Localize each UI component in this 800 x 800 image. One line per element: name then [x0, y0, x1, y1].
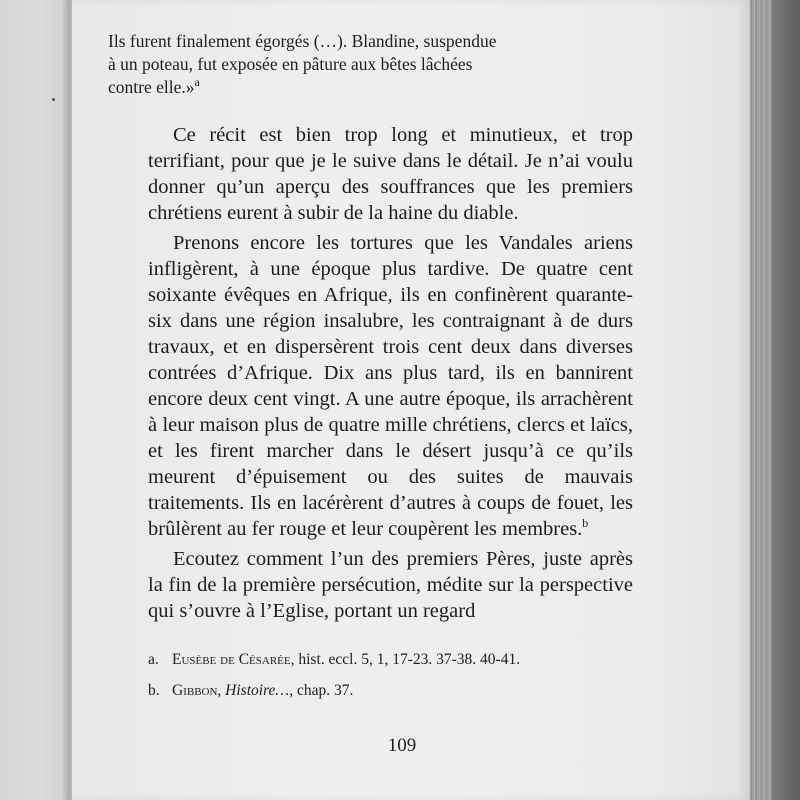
- footnote-b: [148, 681, 633, 701]
- footnote-author: Gibbon: [172, 682, 218, 699]
- page-number: 109: [387, 735, 417, 756]
- quote-line-text: contre elle.»: [108, 77, 195, 97]
- footnotes: [148, 650, 633, 712]
- paragraph: [148, 122, 633, 226]
- footnote-ref-a: a: [194, 75, 200, 90]
- quote-line: [108, 76, 638, 99]
- footnote-rest: , hist. eccl. 5, 1, 17-23. 37-38. 40-41.: [290, 651, 521, 668]
- quote-line: Ils furent finalement égorgés (…). Blandine, suspendue: [108, 31, 497, 51]
- footnote-mark: b.: [148, 682, 160, 699]
- body-text: [148, 122, 633, 624]
- spine-shadow: [62, 0, 72, 800]
- footnote-rest: , chap. 37.: [289, 682, 354, 699]
- paragraph-text: Ecoutez comment l’un des premiers Pères, juste après la fin de la première persécution, médite sur la perspective qui s’ouvre à l’Eglise, portant un regard: [148, 548, 633, 622]
- footnote-author: Eusèbe de Césarée: [172, 651, 291, 668]
- paragraph-text: Prenons encore les tortures que les Vandales ariens infligèrent, à une époque plus tardive. De quatre cent soixante évêques en Afrique, ils en confinèrent quarante-six dans une région insalubre, les contraignant à de durs travaux, et en dispersèrent trois cent deux dans diverses contrées d’Afrique. Dix ans plus tard, ils en bannirent encore deux cent vingt. A une autre époque, ils arrachèrent à leur maison plus de quatre mille chrétiens, clercs et laïcs, et les firent marcher dans le désert jusqu’à ce qu’ils meurent d’épuisement ou des suites de mauvais traitements. Ils en lacérèrent d’autres à coups de fouet, les brûlèrent au fer rouge et leur coupèrent les membres.: [148, 232, 633, 540]
- quote-line: à un poteau, fut exposée en pâture aux bêtes lâchées: [108, 54, 473, 74]
- paragraph: [148, 546, 633, 624]
- footnote-text: [172, 650, 520, 670]
- ink-speck: [52, 98, 55, 101]
- footnote-mark: a.: [148, 651, 159, 668]
- paragraph: [148, 230, 633, 542]
- footnote-text: Gibbon, Histoire…, chap. 37.: [172, 682, 354, 699]
- paragraph-text: Ce récit est bien trop long et minutieux, et trop terrifiant, pour que je le suive dans le détail. Je n’ai voulu donner qu’un aperçu des souffrances que les premiers chrétiens eurent à subir de la haine du diable.: [148, 124, 633, 224]
- left-background: [0, 0, 70, 800]
- block-quote: [108, 30, 638, 99]
- footnote-title: Histoire…: [225, 682, 290, 699]
- footnote-a: [148, 650, 633, 670]
- footnote-ref-b: b: [582, 516, 589, 531]
- book-cover-edge: [772, 0, 800, 800]
